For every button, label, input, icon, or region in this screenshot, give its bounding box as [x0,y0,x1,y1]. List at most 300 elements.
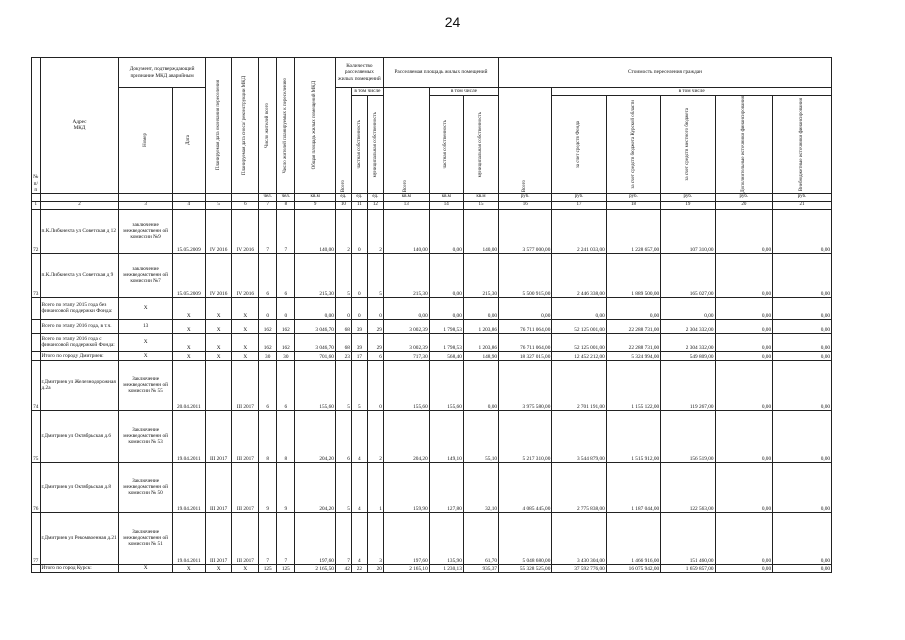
cell-cr: 22 288 731,00 [606,333,660,351]
table-row [32,564,832,572]
cell-ce2: 0,00 [773,512,832,564]
cell-ce2: 0,00 [773,462,832,512]
cell-date: X [172,319,205,333]
header-cost-fund: за счет средств Фонда [576,120,582,168]
cell-ce: 0,00 [715,253,773,297]
cell-a: 3 002,39 [383,333,429,351]
cell-docnum: Заключение межведомственн ой комиссии № 53 [119,410,172,462]
cell-am: 1 203,86 [463,319,498,333]
cell-q: 23 [335,351,351,360]
column-number: 13 [383,201,429,209]
cell-end: X [205,297,232,319]
table-row [32,319,832,333]
cell-ap: 0,00 [429,297,463,319]
cell-cf: 2 241 033,00 [552,209,606,253]
cell-ce: 0,00 [715,351,773,360]
cell-cl: 165 027,00 [661,253,715,297]
cell-cr: 1 155 122,00 [606,360,660,410]
cell-cr: 1 889 500,00 [606,253,660,297]
header-doc-date: Дата [185,135,191,146]
unit-cell [172,193,205,201]
cell-cf: 3 544 879,00 [552,410,606,462]
cell-area: 2 165,50 [295,564,336,572]
cell-date: 19.04.2011 [172,512,205,564]
cell-cl: 0,00 [661,297,715,319]
cell-q: 42 [335,564,351,572]
cell-qp: 5 [351,360,367,410]
cell-date: 19.04.2011 [172,462,205,512]
header-cost-local: за счет средств местного бюджета [684,108,690,181]
unit-cell: кв.м [383,193,429,201]
cell-res: 0 [259,297,277,319]
cell-ap: 568,40 [429,351,463,360]
header-area-municipal: муниципальная собственность [478,111,484,178]
cell-ce: 0,00 [715,319,773,333]
cell-res: 8 [259,410,277,462]
cell-ap: 127,80 [429,462,463,512]
column-number: 12 [367,201,383,209]
cell-res: 125 [259,564,277,572]
cell-cf: 3 430 304,00 [552,512,606,564]
cell-qm: 20 [367,564,383,572]
cell-ce2: 0,00 [773,351,832,360]
cell-docnum: Заключение межведомственн ой комиссии № 55 [119,360,172,410]
column-number: 11 [351,201,367,209]
cell-qm: 29 [367,333,383,351]
cell-qp: 0 [351,253,367,297]
cell-q: 68 [335,333,351,351]
cell-qm: 3 [367,512,383,564]
header-qty-total: Всего [340,180,346,193]
cell-resp: 125 [277,564,295,572]
cell-dem: III 2017 [232,512,259,564]
column-number: 18 [606,201,660,209]
header-cost-region: за счет средств бюджета Курской области [630,100,636,189]
cell-ap: 155,60 [429,360,463,410]
cell-am: 215,30 [463,253,498,297]
cell-am: 148,90 [463,351,498,360]
table-row [32,351,832,360]
cell-ce2: 0,00 [773,253,832,297]
cell-ce: 0,00 [715,297,773,319]
cell-a: 197,60 [383,512,429,564]
cell-addr: г.Дмитриев ул Октябрьская д.8 [40,462,119,512]
cell-qp: 4 [351,512,367,564]
cell-res: 162 [259,333,277,351]
cell-docnum: X [119,297,172,319]
cell-qp: 0 [351,297,367,319]
header-area-group: Расселяемая площадь жилых помещений [383,58,498,88]
header-residents: Число жителей всего [264,102,270,148]
header-document: Документ, подтверждающий признание МКД аварийным [119,58,205,88]
cell-resp: 7 [277,512,295,564]
cell-a: 159,90 [383,462,429,512]
unit-cell: руб. [661,193,715,201]
unit-cell: чел. [259,193,277,201]
cell-no [32,319,41,333]
unit-cell: руб. [499,193,552,201]
cell-docnum: X [119,564,172,572]
cell-cf: 2 701 191,00 [552,360,606,410]
cell-ce: 0,00 [715,564,773,572]
unit-cell: кв.м [429,193,463,201]
column-number: 10 [335,201,351,209]
header-no: № п/п [32,58,41,194]
column-number: 7 [259,201,277,209]
cell-c: 76 711 064,00 [499,333,552,351]
cell-a: 140,00 [383,209,429,253]
column-number: 5 [205,201,232,209]
cell-qp: 39 [351,333,367,351]
unit-cell [119,193,172,201]
cell-resp: 6 [277,360,295,410]
cell-ce: 0,00 [715,462,773,512]
cell-addr: Всего по этапу 2016 года, в т.ч. [40,319,119,333]
cell-cr: 1 515 912,00 [606,410,660,462]
cell-area: 155,60 [295,360,336,410]
header-residents-plan: Число жителей планируемых к переселению [282,77,288,174]
column-number: 8 [277,201,295,209]
cell-dem: X [232,564,259,572]
unit-cell: руб. [606,193,660,201]
column-number: 21 [773,201,832,209]
column-number: 6 [232,201,259,209]
header-qty-incl: в том числе [351,88,383,96]
cell-c: 18 327 015,00 [499,351,552,360]
cell-cl: 2 304 332,00 [661,319,715,333]
cell-addr: п.К.Либкнехта ул Советская д 12 [40,209,119,253]
cell-am: 61,70 [463,512,498,564]
cell-am: 0,00 [463,360,498,410]
unit-cell: кв.м [463,193,498,201]
cell-qm: 2 [367,209,383,253]
column-number: 20 [715,201,773,209]
header-total-area: Общая площадь жилых помещений МКД [312,81,318,170]
column-number: 16 [499,201,552,209]
cell-ap: 1 798,53 [429,319,463,333]
resettlement-table [31,57,832,573]
cell-date: 19.04.2011 [172,410,205,462]
header-area-private: частная собственность [443,120,449,169]
cell-res: 6 [259,360,277,410]
cell-area: 0,00 [295,297,336,319]
cell-qp: 22 [351,564,367,572]
cell-end: X [205,333,232,351]
cell-qp: 0 [351,209,367,253]
cell-end: III 2017 [205,512,232,564]
cell-no: 72 [32,209,41,253]
cell-c: 0,00 [499,297,552,319]
header-cost-group: Стоимость переселения граждан [499,58,832,88]
cell-a: 2 165,10 [383,564,429,572]
header-area-incl: в том числе [429,88,498,96]
cell-c: 76 711 064,00 [499,319,552,333]
cell-area: 204,20 [295,410,336,462]
cell-cr: 1 228 657,00 [606,209,660,253]
header-qty-private: частная собственность [356,120,362,169]
unit-cell [232,193,259,201]
cell-no: 77 [32,512,41,564]
unit-cell: руб. [773,193,832,201]
column-number: 15 [463,201,498,209]
cell-resp: 30 [277,351,295,360]
unit-cell [205,193,232,201]
cell-resp: 0 [277,297,295,319]
column-number: 14 [429,201,463,209]
cell-ap: 1 798,53 [429,333,463,351]
cell-area: 197,60 [295,512,336,564]
cell-cl: 2 304 332,00 [661,333,715,351]
cell-no [32,297,41,319]
cell-qm: 6 [367,351,383,360]
cell-docnum: Заключение межведомственн ой комиссии № 50 [119,462,172,512]
cell-c: 3 577 000,00 [499,209,552,253]
cell-addr: п.К.Либкнехта ул Советская д 9 [40,253,119,297]
cell-docnum: X [119,351,172,360]
unit-cell: руб. [715,193,773,201]
cell-no [32,564,41,572]
cell-qp: 4 [351,410,367,462]
cell-dem: III 2017 [232,360,259,410]
cell-q: 6 [335,410,351,462]
cell-cl: 107 310,00 [661,209,715,253]
table-row [32,410,832,462]
cell-q: 5 [335,253,351,297]
unit-cell: ед. [335,193,351,201]
cell-end: III 2017 [205,410,232,462]
cell-c: 5 048 680,00 [499,512,552,564]
cell-am: 140,00 [463,209,498,253]
cell-cf: 2 775 838,00 [552,462,606,512]
cell-cr: 22 288 731,00 [606,319,660,333]
cell-q: 5 [335,360,351,410]
cell-ce: 0,00 [715,512,773,564]
table-row [32,333,832,351]
cell-date: 20.04.2011 [172,360,205,410]
cell-ap: 135,90 [429,512,463,564]
cell-cl: 122 563,00 [661,462,715,512]
unit-cell [40,193,119,201]
cell-dem: III 2017 [232,410,259,462]
cell-qm: 29 [367,319,383,333]
unit-cell: ед. [367,193,383,201]
table-row [32,512,832,564]
cell-cl: 549 809,00 [661,351,715,360]
cell-ce2: 0,00 [773,410,832,462]
cell-date: X [172,351,205,360]
cell-ce: 0,00 [715,333,773,351]
unit-cell: чел. [277,193,295,201]
cell-no [32,333,41,351]
cell-addr: Всего по этапу 2015 года без финансовой поддержки Фонда: [40,297,119,319]
cell-am: 935,37 [463,564,498,572]
cell-end: X [205,564,232,572]
cell-res: 7 [259,209,277,253]
cell-area: 215,30 [295,253,336,297]
cell-docnum: заключение межведомственн ой комиссии №9 [119,209,172,253]
cell-ce2: 0,00 [773,564,832,572]
cell-a: 204,20 [383,410,429,462]
cell-date: X [172,297,205,319]
cell-date: 15.05.2009 [172,253,205,297]
cell-no: 74 [32,360,41,410]
table-row [32,253,832,297]
cell-cl: 119 267,00 [661,360,715,410]
cell-addr: Итого по город Курск: [40,564,119,572]
header-cost-extra: Дополнительные источники финансирования [740,96,746,193]
cell-a: 215,30 [383,253,429,297]
cell-qp: 4 [351,462,367,512]
cell-area: 140,00 [295,209,336,253]
cell-cf: 12 452 212,00 [552,351,606,360]
cell-ce: 0,00 [715,360,773,410]
cell-date: X [172,564,205,572]
cell-q: 2 [335,209,351,253]
cell-ce2: 0,00 [773,333,832,351]
column-number: 2 [40,201,119,209]
column-number: 1 [32,201,41,209]
cell-cf: 37 592 776,00 [552,564,606,572]
table-row [32,297,832,319]
cell-resp: 6 [277,253,295,297]
header-qty-municipal: муниципальная собственность [372,111,378,178]
cell-area: 3 046,70 [295,319,336,333]
cell-addr: Всего по этапу 2016 года с финансовой поддержкой Фонда: [40,333,119,351]
header-cost-total: Всего [522,180,528,193]
cell-dem: IV 2016 [232,209,259,253]
cell-end: III 2017 [205,462,232,512]
cell-ce2: 0,00 [773,360,832,410]
cell-end: X [205,319,232,333]
cell-am: 0,00 [463,297,498,319]
cell-c: 5 217 310,00 [499,410,552,462]
cell-ce2: 0,00 [773,297,832,319]
cell-ap: 149,10 [429,410,463,462]
cell-c: 5 500 915,00 [499,253,552,297]
cell-no: 75 [32,410,41,462]
cell-end: X [205,351,232,360]
cell-cr: 1 466 916,00 [606,512,660,564]
cell-qm: 0 [367,297,383,319]
cell-docnum: 13 [119,319,172,333]
header-qty-group: Количество расселяемых жилых помещений [335,58,383,88]
cell-cr: 1 187 044,00 [606,462,660,512]
cell-q: 68 [335,319,351,333]
column-number: 4 [172,201,205,209]
header-planned-demolition: Планируемая дата сноса/ реконструкции МКД [242,75,248,175]
cell-no: 76 [32,462,41,512]
cell-cf: 52 125 001,00 [552,319,606,333]
cell-addr: Итого по городу Дмитриев: [40,351,119,360]
cell-no [32,351,41,360]
cell-cr: 16 075 942,00 [606,564,660,572]
cell-end [205,360,232,410]
cell-cl: 156 519,00 [661,410,715,462]
cell-cr: 0,00 [606,297,660,319]
cell-end: IV 2016 [205,253,232,297]
cell-dem: X [232,319,259,333]
cell-date: 15.05.2009 [172,209,205,253]
column-number: 9 [295,201,336,209]
cell-qp: 17 [351,351,367,360]
cell-ap: 0,00 [429,253,463,297]
cell-c: 3 975 580,00 [499,360,552,410]
cell-cl: 151 460,00 [661,512,715,564]
cell-dem: III 2017 [232,462,259,512]
cell-ce: 0,00 [715,209,773,253]
cell-qm: 2 [367,410,383,462]
cell-dem: X [232,297,259,319]
cell-a: 3 002,39 [383,319,429,333]
cell-dem: IV 2016 [232,253,259,297]
cell-ap: 0,00 [429,209,463,253]
cell-cf: 2 446 338,00 [552,253,606,297]
cell-res: 30 [259,351,277,360]
cell-ce: 0,00 [715,410,773,462]
header-cost-extra2: Внебюджетные источники финансирования [799,97,805,191]
table-row [32,462,832,512]
page-number: 24 [444,14,461,30]
table-row [32,360,832,410]
cell-a: 717,30 [383,351,429,360]
cell-addr: г.Дмитриев ул Рекомвоенная д.21 [40,512,119,564]
cell-cl: 1 659 857,00 [661,564,715,572]
cell-cf: 0,00 [552,297,606,319]
cell-docnum: заключение межведомственн ой комиссии №7 [119,253,172,297]
cell-docnum: Заключение межведомственн ой комиссии № 51 [119,512,172,564]
cell-am: 1 203,86 [463,333,498,351]
column-number: 3 [119,201,172,209]
header-cost-incl: в том числе [552,88,832,96]
unit-cell: руб. [552,193,606,201]
cell-date: X [172,333,205,351]
cell-res: 6 [259,253,277,297]
header-doc-number: Номер [142,133,148,148]
header-planned-end: Планируемая дата окончания переселения [215,80,221,171]
cell-q: 5 [335,462,351,512]
cell-q: 7 [335,512,351,564]
column-number-row [32,201,832,209]
cell-qm: 0 [367,360,383,410]
cell-c: 4 085 445,00 [499,462,552,512]
cell-no: 73 [32,253,41,297]
cell-res: 162 [259,319,277,333]
cell-res: 7 [259,512,277,564]
cell-area: 204,20 [295,462,336,512]
cell-qm: 1 [367,462,383,512]
cell-dem: X [232,351,259,360]
cell-ce2: 0,00 [773,319,832,333]
unit-cell: кв.м [295,193,336,201]
units-row [32,193,832,201]
cell-area: 3 046,70 [295,333,336,351]
cell-resp: 162 [277,333,295,351]
cell-resp: 162 [277,319,295,333]
unit-cell [32,193,41,201]
cell-resp: 8 [277,410,295,462]
table-row [32,209,832,253]
cell-am: 32,10 [463,462,498,512]
cell-cr: 5 324 994,00 [606,351,660,360]
cell-ap: 1 230,13 [429,564,463,572]
cell-am: 55,10 [463,410,498,462]
cell-addr: г.Дмитриев ул Октябрьская д.6 [40,410,119,462]
cell-ce2: 0,00 [773,209,832,253]
unit-cell: ед. [351,193,367,201]
cell-area: 701,60 [295,351,336,360]
cell-q: 0 [335,297,351,319]
column-number: 17 [552,201,606,209]
